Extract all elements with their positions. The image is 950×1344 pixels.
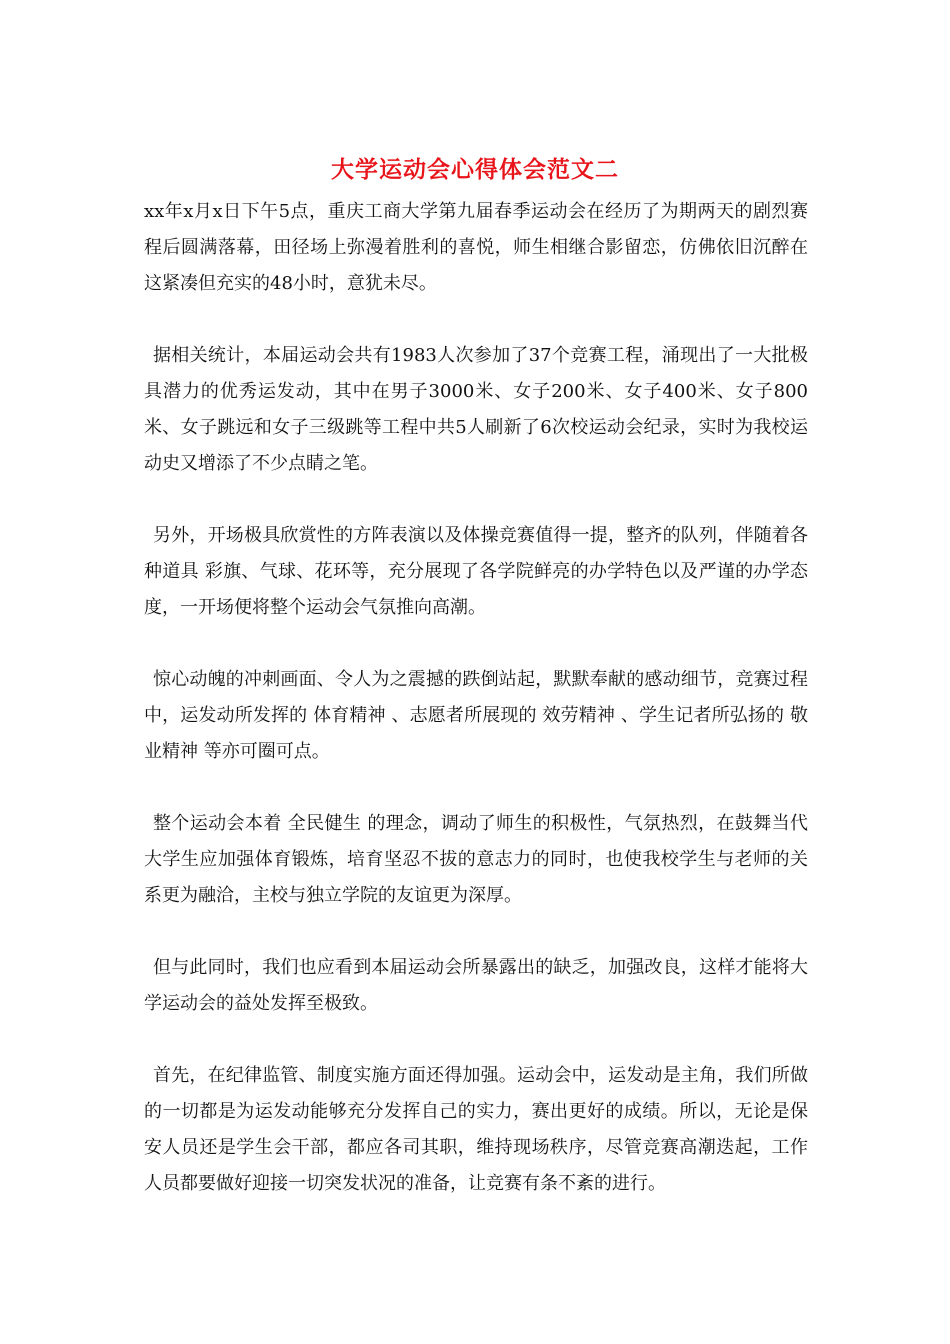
document-title: 大学运动会心得体会范文二 [331,156,619,183]
paragraph-6: 但与此同时，我们也应看到本届运动会所暴露出的缺乏，加强改良，这样才能将大学运动会的益处发挥至极致。 [144,957,808,1014]
document-body [144,194,808,1202]
paragraph-1: xx年x月x日下午5点，重庆工商大学第九届春季运动会在经历了为期两天的剧烈赛程后圆满落幕，田径场上弥漫着胜利的喜悦，师生相继合影留恋，仿佛依旧沉醉在这紧凑但充实的48小时，意犹未尽。 [144,201,808,294]
paragraph-2: 据相关统计，本届运动会共有1983人次参加了37个竞赛工程，涌现出了一大批极具潜力的优秀运发动，其中在男子3000米、女子200米、女子400米、女子800米、女子跳远和女子三级跳等工程中共5人刷新了6次校运动会纪录，实时为我校运动史又增添了不少点睛之笔。 [144,345,808,474]
paragraph-5: 整个运动会本着 全民健生 的理念，调动了师生的积极性，气氛热烈，在鼓舞当代大学生应加强体育锻炼，培育坚忍不拔的意志力的同时，也使我校学生与老师的关系更为融洽，主校与独立学院的友谊更为深厚。 [144,813,808,906]
paragraph-7: 首先，在纪律监管、制度实施方面还得加强。运动会中，运发动是主角，我们所做的一切都是为运发动能够充分发挥自己的实力，赛出更好的成绩。所以，无论是保安人员还是学生会干部，都应各司其职，维持现场秩序，尽管竞赛高潮迭起，工作人员都要做好迎接一切突发状况的准备，让竞赛有条不紊的进行。 [144,1065,808,1194]
paragraph-4: 惊心动魄的冲刺画面、令人为之震撼的跌倒站起，默默奉献的感动细节，竞赛过程中，运发动所发挥的 体育精神 、志愿者所展现的 效劳精神 、学生记者所弘扬的 敬业精神 等亦可圈可点。 [144,669,808,762]
paragraph-3: 另外，开场极具欣赏性的方阵表演以及体操竞赛值得一提，整齐的队列，伴随着各种道具 彩旗、气球、花环等，充分展现了各学院鲜亮的办学特色以及严谨的办学态度，一开场便将整个运动会气氛推向高潮。 [144,525,808,618]
